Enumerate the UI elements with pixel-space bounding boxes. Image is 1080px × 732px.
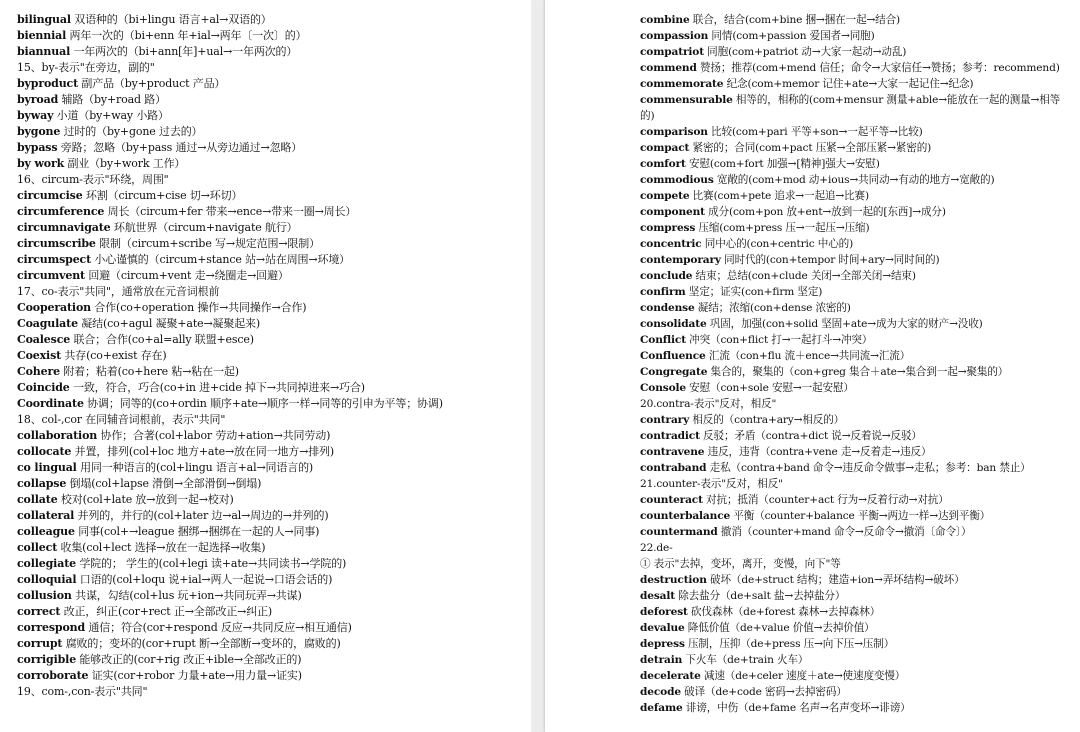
vocab-entry bbox=[640, 60, 1074, 76]
vocab-entry bbox=[640, 668, 1074, 684]
vocab-term: circumcise bbox=[17, 189, 83, 202]
vocab-definition: 平衡（counter+balance 平衡→两边一样→达到平衡） bbox=[730, 510, 991, 522]
vocab-definition: 除去盐分（de+salt 盐→去掉盐分） bbox=[675, 590, 846, 602]
vocab-entry bbox=[640, 588, 1074, 604]
vocab-term: comfort bbox=[640, 158, 686, 170]
vocab-entry bbox=[17, 220, 523, 236]
vocab-term: comparison bbox=[640, 126, 708, 138]
vocab-term: conclude bbox=[640, 270, 693, 282]
vocab-definition: 并列的，并行的(col+later 边→al→周边的→并列的) bbox=[74, 509, 329, 522]
vocab-entry bbox=[17, 540, 523, 556]
vocab-term: deforest bbox=[640, 606, 688, 618]
vocab-term: Conflict bbox=[640, 334, 686, 346]
vocab-definition: 附着；粘着(co+here 粘→粘在一起) bbox=[59, 365, 239, 378]
vocab-definition: 小心谨慎的（circum+stance 站→站在周围→环境） bbox=[91, 253, 351, 266]
vocab-term: decode bbox=[640, 686, 681, 698]
vocab-definition: 对抗；抵消（counter+act 行为→反着行动→对抗） bbox=[702, 494, 949, 506]
vocab-entry bbox=[640, 220, 1074, 236]
vocab-definition: 学院的； 学生的(col+legi 读+ate→共同读书→学院的) bbox=[75, 557, 347, 570]
vocab-term: compete bbox=[640, 190, 690, 202]
vocab-term: circumscribe bbox=[17, 237, 96, 250]
vocab-entry bbox=[640, 316, 1074, 332]
vocab-definition: 反驳；矛盾（contra+dict 说→反着说→反驳） bbox=[699, 430, 922, 442]
vocab-term: compact bbox=[640, 142, 690, 154]
vocab-entry bbox=[17, 12, 523, 28]
vocab-term: condense bbox=[640, 302, 695, 314]
vocab-term: collaboration bbox=[17, 429, 98, 442]
vocab-entry bbox=[17, 140, 523, 156]
vocab-term: destruction bbox=[640, 574, 707, 586]
vocab-definition: 汇流（con+flu 流＋ence→共同流→汇流） bbox=[705, 350, 911, 362]
vocab-definition: 比较(com+pari 平等+son→一起平等→比较) bbox=[707, 126, 923, 138]
vocab-entry bbox=[17, 444, 523, 460]
vocab-entry bbox=[640, 524, 1074, 540]
vocab-term: corrupt bbox=[17, 637, 63, 650]
vocab-entry bbox=[17, 588, 523, 604]
vocab-entry bbox=[17, 604, 523, 620]
vocab-entry bbox=[640, 252, 1074, 268]
section-heading bbox=[17, 60, 523, 76]
vocab-definition: 联合；合作(co+al=ally 联盟+esce) bbox=[70, 333, 254, 346]
vocab-definition: 共谋，勾结(col+lus 玩+ion→共同玩弄→共谋) bbox=[71, 589, 302, 602]
vocab-term: Coordinate bbox=[17, 397, 84, 410]
vocab-entry bbox=[17, 524, 523, 540]
vocab-entry bbox=[17, 28, 523, 44]
vocab-entry bbox=[17, 508, 523, 524]
vocab-definition: 结束；总结(con+clude 关闭→全部关闭→结束) bbox=[692, 270, 916, 282]
section-heading bbox=[17, 284, 523, 300]
vocab-definition: 冲突（con+flict 打→一起打斗→冲突） bbox=[685, 334, 873, 346]
vocab-definition: 紧密的；合同(com+pact 压紧→全部压紧→紧密的) bbox=[689, 142, 932, 154]
vocab-definition: 一年两次的（bi+ann[年]+ual→一年两次的） bbox=[70, 45, 298, 58]
vocab-term: Cooperation bbox=[17, 301, 91, 314]
vocab-entry bbox=[640, 652, 1074, 668]
vocab-term: colleague bbox=[17, 525, 75, 538]
vocab-definition: 口语的(col+loqu 说+ial→两人一起说→口语会话的) bbox=[76, 573, 333, 586]
vocab-entry bbox=[17, 572, 523, 588]
vocab-definition: 纪念(com+memor 记住+ate→大家一起记住→纪念) bbox=[723, 78, 974, 90]
vocab-term: circumference bbox=[17, 205, 105, 218]
section-heading bbox=[640, 556, 1074, 572]
vocab-term: counteract bbox=[640, 494, 703, 506]
vocab-term: compassion bbox=[640, 30, 709, 42]
vocab-term: collect bbox=[17, 541, 58, 554]
vocab-term: desalt bbox=[640, 590, 675, 602]
vocab-entry bbox=[17, 236, 523, 252]
vocab-term: counterbalance bbox=[640, 510, 731, 522]
vocab-definition: 收集(col+lect 选择→放在一起选择→收集) bbox=[57, 541, 266, 554]
section-heading-text: 21.counter-表示"反对，相反" bbox=[640, 478, 783, 490]
vocab-term: collocate bbox=[17, 445, 72, 458]
vocab-definition: 旁路；忽略（by+pass 通过→从旁边通过→忽略） bbox=[57, 141, 303, 154]
section-heading-text: 20.contra-表示"反对，相反" bbox=[640, 398, 777, 410]
vocab-definition: 用同一种语言的(col+lingu 语言+al→同语言的) bbox=[76, 461, 314, 474]
vocab-entry bbox=[640, 620, 1074, 636]
vocab-definition: 诽谤，中伤（de+fame 名声→名声变坏→诽谤） bbox=[682, 702, 911, 714]
vocab-definition: 撤消（counter+mand 命令→反命令→撤消〔命令〕） bbox=[717, 526, 972, 538]
section-heading-text: 19、com-,con-表示"共同" bbox=[17, 685, 148, 698]
vocab-term: bilingual bbox=[17, 13, 71, 26]
left-page bbox=[0, 0, 531, 732]
vocab-term: compatriot bbox=[640, 46, 704, 58]
vocab-entry bbox=[17, 252, 523, 268]
section-heading bbox=[17, 172, 523, 188]
vocab-term: collapse bbox=[17, 477, 67, 490]
vocab-term: Coagulate bbox=[17, 317, 78, 330]
vocab-entry bbox=[17, 316, 523, 332]
vocab-definition: 环航世界（circum+navigate 航行） bbox=[110, 221, 298, 234]
vocab-entry bbox=[17, 348, 523, 364]
vocab-term: Coexist bbox=[17, 349, 62, 362]
vocab-term: component bbox=[640, 206, 705, 218]
vocab-definition: 违反，违背（contra+vene 走→反着走→违反） bbox=[704, 446, 932, 458]
vocab-entry bbox=[640, 156, 1074, 172]
vocab-definition: 合作(co+operation 操作→共同操作→合作) bbox=[91, 301, 307, 314]
section-heading bbox=[640, 396, 1074, 412]
vocab-term: commodious bbox=[640, 174, 714, 186]
section-heading bbox=[640, 476, 1074, 492]
vocab-definition: 一致，符合，巧合(co+in 进+cide 掉下→共同掉进来→巧合) bbox=[69, 381, 365, 394]
vocab-entry bbox=[640, 492, 1074, 508]
vocab-entry bbox=[640, 140, 1074, 156]
vocab-term: byroad bbox=[17, 93, 59, 106]
vocab-definition: 协调；同等的(co+ordin 顺序+ate→顺序一样→同等的引申为平等；协调) bbox=[83, 397, 443, 410]
vocab-term: collateral bbox=[17, 509, 75, 522]
vocab-term: commemorate bbox=[640, 78, 724, 90]
vocab-entry bbox=[17, 636, 523, 652]
vocab-entry bbox=[640, 44, 1074, 60]
vocab-entry bbox=[640, 444, 1074, 460]
vocab-term: compress bbox=[640, 222, 696, 234]
vocab-definition: 共存(co+exist 存在) bbox=[61, 349, 167, 362]
vocab-definition: 走私（contra+band 命令→违反命令做事→走私；参考：ban 禁止） bbox=[706, 462, 1031, 474]
vocab-term: circumvent bbox=[17, 269, 85, 282]
vocab-entry bbox=[640, 28, 1074, 44]
vocab-definition: 安慰（con+sole 安慰→一起安慰） bbox=[685, 382, 854, 394]
vocab-term: commensurable bbox=[640, 94, 733, 106]
vocab-entry bbox=[640, 124, 1074, 140]
page-gutter bbox=[531, 0, 545, 732]
vocab-definition: 并置，排列(col+loc 地方+ate→放在同一地方→排列) bbox=[71, 445, 335, 458]
vocab-definition: 协作；合著(col+labor 劳动+ation→共同劳动) bbox=[97, 429, 331, 442]
vocab-entry bbox=[640, 684, 1074, 700]
vocab-term: collusion bbox=[17, 589, 72, 602]
right-page bbox=[545, 0, 1080, 732]
vocab-entry bbox=[640, 700, 1074, 716]
vocab-definition: 过时的（by+gone 过去的） bbox=[60, 125, 203, 138]
vocab-entry bbox=[640, 76, 1074, 92]
vocab-entry bbox=[640, 188, 1074, 204]
vocab-term: devalue bbox=[640, 622, 685, 634]
vocab-entry bbox=[640, 636, 1074, 652]
vocab-definition: 相等的，相称的(com+mensur 测量+able→能放在一起的测量→相等的) bbox=[640, 94, 1061, 122]
vocab-term: combine bbox=[640, 14, 690, 26]
vocab-entry bbox=[17, 652, 523, 668]
vocab-entry bbox=[17, 332, 523, 348]
vocab-term: Coalesce bbox=[17, 333, 71, 346]
vocab-definition: 压缩(com+press 压→一起压→压缩) bbox=[695, 222, 870, 234]
vocab-entry bbox=[17, 620, 523, 636]
vocab-definition: 减速（de+celer 速度＋ate→使速度变慢） bbox=[700, 670, 906, 682]
vocab-term: circumnavigate bbox=[17, 221, 111, 234]
vocab-definition: 能够改正的(cor+rig 改正+ible→全部改正的) bbox=[76, 653, 302, 666]
vocab-term: depress bbox=[640, 638, 685, 650]
section-heading-text: 15、by-表示"在旁边，副的" bbox=[17, 61, 155, 74]
vocab-definition: 环割（circum+cise 切→环切） bbox=[82, 189, 243, 202]
vocab-entry bbox=[17, 396, 523, 412]
vocab-definition: 改正，纠正(cor+rect 正→全部改正→纠正) bbox=[60, 605, 273, 618]
vocab-definition: 巩固，加强(con+solid 坚固+ate→成为大家的财产→没收) bbox=[706, 318, 983, 330]
vocab-definition: 限制（circum+scribe 写→规定范围→限制） bbox=[95, 237, 320, 250]
vocab-entry bbox=[640, 412, 1074, 428]
section-heading bbox=[17, 412, 523, 428]
vocab-definition: 相反的（contra+ary→相反的） bbox=[689, 414, 845, 426]
vocab-term: contradict bbox=[640, 430, 700, 442]
vocab-definition: 集合的，聚集的（con+greg 集合＋ate→集合到一起→聚集的） bbox=[707, 366, 1009, 378]
vocab-entry bbox=[17, 476, 523, 492]
vocab-entry bbox=[640, 172, 1074, 188]
section-heading-text: 18、col-,cor 在同辅音词根前，表示"共同" bbox=[17, 413, 226, 426]
section-heading bbox=[640, 540, 1074, 556]
vocab-term: Console bbox=[640, 382, 686, 394]
vocab-entry bbox=[17, 428, 523, 444]
vocab-entry bbox=[17, 300, 523, 316]
vocab-term: contemporary bbox=[640, 254, 721, 266]
vocab-definition: 压制，压抑（de+press 压→向下压→压制） bbox=[684, 638, 895, 650]
vocab-entry bbox=[640, 268, 1074, 284]
vocab-entry bbox=[640, 604, 1074, 620]
vocab-entry bbox=[17, 188, 523, 204]
vocab-definition: 回避（circum+vent 走→绕圈走→回避） bbox=[84, 269, 289, 282]
vocab-term: commend bbox=[640, 62, 697, 74]
vocab-entry bbox=[17, 156, 523, 172]
vocab-definition: 成分(com+pon 放+ent→放到一起的[东西]→成分) bbox=[704, 206, 946, 218]
vocab-definition: 赞扬；推荐(com+mend 信任；命令→大家信任→赞扬；参考：recommend) bbox=[696, 62, 1060, 74]
vocab-entry bbox=[640, 380, 1074, 396]
vocab-definition: 周长（circum+fer 带来→ence→带来一圈→周长） bbox=[104, 205, 357, 218]
vocab-definition: 腐败的；变坏的(cor+rupt 断→全部断→变坏的，腐败的) bbox=[62, 637, 341, 650]
vocab-entry bbox=[640, 332, 1074, 348]
vocab-term: bypass bbox=[17, 141, 58, 154]
vocab-term: Coincide bbox=[17, 381, 70, 394]
section-heading-text: 17、co-表示"共同"，通常放在元音词根前 bbox=[17, 285, 220, 298]
vocab-entry bbox=[17, 556, 523, 572]
vocab-entry bbox=[17, 124, 523, 140]
vocab-definition: 坚定；证实(con+firm 坚定) bbox=[685, 286, 823, 298]
vocab-entry bbox=[640, 428, 1074, 444]
vocab-definition: 降低价值（de+value 价值→去掉价值） bbox=[684, 622, 875, 634]
section-heading-text: 22.de- bbox=[640, 542, 673, 554]
vocab-definition: 校对(col+late 放→放到一起→校对) bbox=[57, 493, 234, 506]
vocab-entry bbox=[17, 380, 523, 396]
vocab-definition: 下火车（de+train 火车） bbox=[682, 654, 809, 666]
vocab-definition: 副产品（by+product 产品） bbox=[78, 77, 226, 90]
vocab-definition: 砍伐森林（de+forest 森林→去掉森林） bbox=[687, 606, 881, 618]
vocab-definition: 同胞(com+patriot 动→大家一起动→动乱) bbox=[703, 46, 907, 58]
vocab-entry bbox=[17, 668, 523, 684]
vocab-definition: 同情(com+passion 爱国者→同胞) bbox=[708, 30, 875, 42]
vocab-term: confirm bbox=[640, 286, 686, 298]
vocab-definition: 同时代的(con+tempor 时间+ary→同时间的) bbox=[720, 254, 940, 266]
vocab-entry bbox=[17, 492, 523, 508]
vocab-term: defame bbox=[640, 702, 683, 714]
vocab-term: byproduct bbox=[17, 77, 79, 90]
vocab-entry bbox=[640, 508, 1074, 524]
vocab-entry bbox=[640, 300, 1074, 316]
vocab-term: correspond bbox=[17, 621, 86, 634]
vocab-entry bbox=[17, 204, 523, 220]
vocab-term: bygone bbox=[17, 125, 61, 138]
vocab-entry bbox=[640, 284, 1074, 300]
vocab-term: co lingual bbox=[17, 461, 77, 474]
vocab-definition: 联合，结合(com+bine 捆→捆在一起→结合) bbox=[689, 14, 901, 26]
vocab-term: biannual bbox=[17, 45, 71, 58]
vocab-entry bbox=[640, 204, 1074, 220]
vocab-entry bbox=[640, 348, 1074, 364]
vocab-definition: 破坏（de+struct 结构；建造+ion→弄坏结构→破坏） bbox=[706, 574, 965, 586]
section-heading bbox=[17, 684, 523, 700]
vocab-definition: 比赛(com+pete 追求→一起追→比赛) bbox=[689, 190, 869, 202]
vocab-term: collate bbox=[17, 493, 58, 506]
vocab-entry bbox=[640, 12, 1074, 28]
vocab-entry bbox=[17, 268, 523, 284]
vocab-entry bbox=[17, 76, 523, 92]
vocab-term: circumspect bbox=[17, 253, 92, 266]
vocab-definition: 凝结(co+agul 凝聚+ate→凝聚起来) bbox=[77, 317, 261, 330]
vocab-term: decelerate bbox=[640, 670, 701, 682]
vocab-term: by work bbox=[17, 157, 65, 170]
vocab-definition: 两年一次的（bi+enn 年+ial→两年〔一次〕的） bbox=[66, 29, 307, 42]
vocab-term: countermand bbox=[640, 526, 718, 538]
vocab-term: consolidate bbox=[640, 318, 707, 330]
section-heading-text: 16、circum-表示"环绕，周围" bbox=[17, 173, 169, 186]
vocab-entry bbox=[17, 108, 523, 124]
vocab-definition: 证实(cor+robor 力量+ate→用力量→证实) bbox=[88, 669, 302, 682]
vocab-term: Confluence bbox=[640, 350, 706, 362]
vocab-entry bbox=[640, 236, 1074, 252]
vocab-entry bbox=[17, 44, 523, 60]
vocab-term: contravene bbox=[640, 446, 705, 458]
vocab-term: collegiate bbox=[17, 557, 76, 570]
vocab-term: correct bbox=[17, 605, 61, 618]
vocab-entry bbox=[640, 364, 1074, 380]
vocab-definition: 破译（de+code 密码→去掉密码） bbox=[680, 686, 847, 698]
vocab-entry bbox=[640, 460, 1074, 476]
vocab-term: detrain bbox=[640, 654, 683, 666]
vocab-definition: 倒塌(col+lapse 滑倒→全部滑倒→倒塌) bbox=[66, 477, 262, 490]
vocab-entry bbox=[640, 572, 1074, 588]
vocab-term: colloquial bbox=[17, 573, 77, 586]
vocab-term: byway bbox=[17, 109, 54, 122]
vocab-term: Congregate bbox=[640, 366, 708, 378]
vocab-definition: 双语种的（bi+lingu 语言+al→双语的） bbox=[70, 13, 272, 26]
vocab-definition: 辅路（by+road 路） bbox=[58, 93, 166, 106]
vocab-entry bbox=[17, 92, 523, 108]
vocab-term: contraband bbox=[640, 462, 707, 474]
vocab-definition: 宽敞的(com+mod 动+ious→共同动→有动的地方→宽敞的) bbox=[713, 174, 995, 186]
vocab-term: corroborate bbox=[17, 669, 89, 682]
vocab-definition: 副业（by+work 工作） bbox=[64, 157, 186, 170]
vocab-term: contrary bbox=[640, 414, 690, 426]
vocab-definition: 同中心的(con+centric 中心的) bbox=[701, 238, 854, 250]
vocab-term: concentric bbox=[640, 238, 702, 250]
vocab-term: Cohere bbox=[17, 365, 60, 378]
vocab-definition: 小道（by+way 小路） bbox=[53, 109, 169, 122]
vocab-definition: 安慰(com+fort 加强→[精神]强大→安慰) bbox=[685, 158, 880, 170]
vocab-definition: 同事(col+→league 捆绑→捆绑在一起的人→同事) bbox=[74, 525, 320, 538]
vocab-entry bbox=[17, 364, 523, 380]
vocab-definition: 凝结；浓缩(con+dense 浓密的) bbox=[694, 302, 851, 314]
vocab-entry bbox=[640, 92, 1074, 124]
section-heading-text: ① 表示"去掉，变坏，离开，变慢，向下"等 bbox=[640, 558, 841, 570]
vocab-term: corrigible bbox=[17, 653, 77, 666]
vocab-entry bbox=[17, 460, 523, 476]
vocab-term: biennial bbox=[17, 29, 67, 42]
vocab-definition: 通信；符合(cor+respond 反应→共同反应→相互通信) bbox=[85, 621, 352, 634]
